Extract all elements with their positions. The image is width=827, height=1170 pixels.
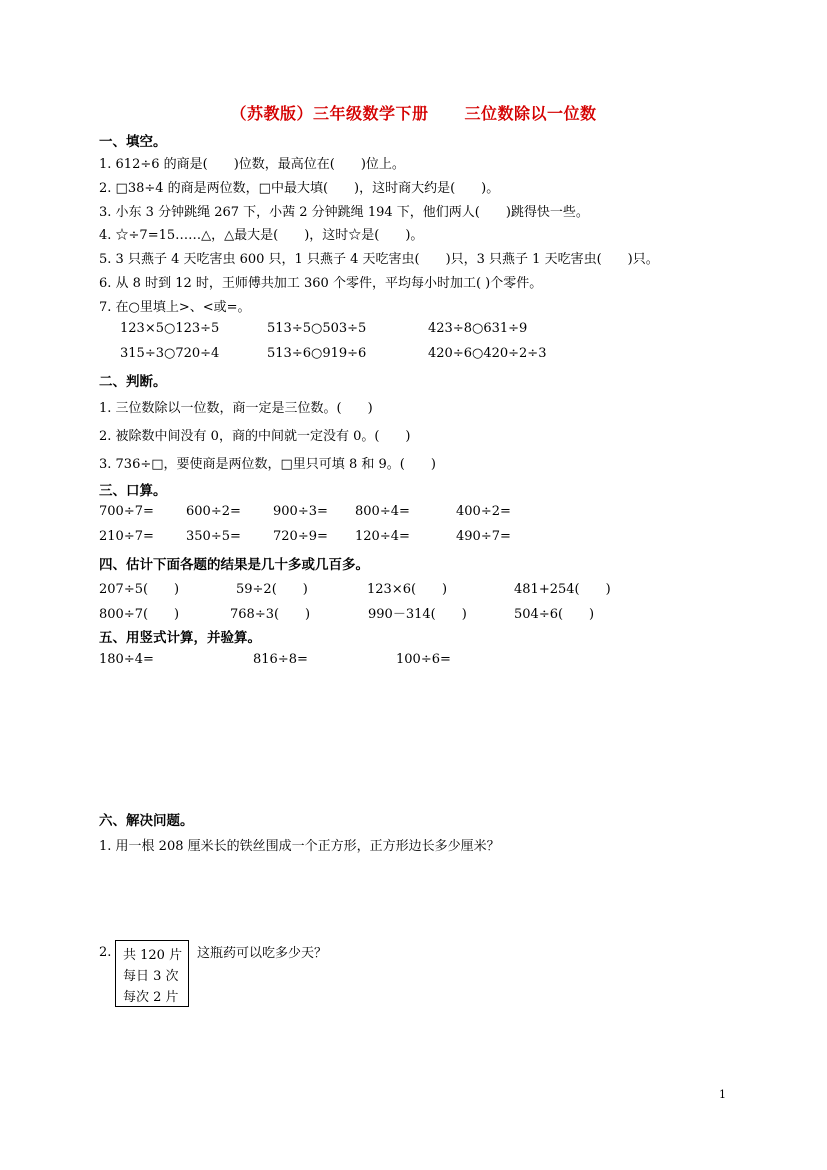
fill-item-2: 2. □38÷4 的商是两位数，□中最大填( )，这时商大约是( )。 <box>99 181 500 196</box>
mental-calc: 700÷7= <box>99 504 154 519</box>
mental-calc: 350÷5= <box>186 529 241 544</box>
mental-calc: 490÷7= <box>456 529 511 544</box>
estimate-item: 768÷3( ) <box>230 607 311 622</box>
fill-item-4: 4. ☆÷7=15……△，△最大是( )，这时☆是( )。 <box>99 228 424 243</box>
vertical-calc-item: 180÷4= <box>99 652 154 667</box>
vertical-calc-item: 816÷8= <box>253 652 308 667</box>
estimate-item: 207÷5( ) <box>99 582 180 597</box>
mental-calc: 720÷9= <box>273 529 328 544</box>
compare-expr: 513÷5○503÷5 <box>267 321 367 336</box>
estimate-item: 481+254( ) <box>514 582 611 597</box>
estimate-item: 59÷2( ) <box>236 582 308 597</box>
medicine-dose: 每次 2 片 <box>123 990 179 1005</box>
page-number: 1 <box>719 1088 726 1101</box>
section6-heading: 六、解决问题。 <box>99 813 194 829</box>
mental-calc: 400÷2= <box>456 504 511 519</box>
problem-2-number: 2. <box>99 945 112 960</box>
section5-heading: 五、用竖式计算，并验算。 <box>99 630 261 646</box>
compare-expr: 513÷6○919÷6 <box>267 346 367 361</box>
title-part1: （苏教版）三年级数学下册 <box>230 104 429 123</box>
medicine-total: 共 120 片 <box>123 948 183 963</box>
compare-expr: 315÷3○720÷4 <box>120 346 220 361</box>
mental-calc: 120÷4= <box>355 529 410 544</box>
judge-item-3: 3. 736÷□，要使商是两位数，□里只可填 8 和 9。( ) <box>99 457 436 472</box>
judge-item-1: 1. 三位数除以一位数，商一定是三位数。( ) <box>99 401 373 416</box>
problem-1: 1. 用一根 208 厘米长的铁丝围成一个正方形，正方形边长多少厘米？ <box>99 839 500 854</box>
medicine-label-box <box>115 940 189 1007</box>
compare-expr: 423÷8○631÷9 <box>428 321 528 336</box>
problem-2-question: 这瓶药可以吃多少天？ <box>197 946 328 961</box>
mental-calc: 900÷3= <box>273 504 328 519</box>
section4-heading: 四、估计下面各题的结果是几十多或几百多。 <box>99 557 369 573</box>
fill-item-6: 6. 从 8 时到 12 时，王师傅共加工 360 个零件，平均每小时加工( )个零件。 <box>99 276 543 291</box>
medicine-daily: 每日 3 次 <box>123 969 179 984</box>
document-title <box>0 101 827 124</box>
fill-item-1: 1. 612÷6 的商是( )位数，最高位在( )位上。 <box>99 157 405 172</box>
estimate-item: 123×6( ) <box>367 582 448 597</box>
vertical-calc-item: 100÷6= <box>396 652 451 667</box>
compare-expr: 420÷6○420÷2÷3 <box>428 346 547 361</box>
section2-heading: 二、判断。 <box>99 374 167 390</box>
estimate-item: 504÷6( ) <box>514 607 595 622</box>
title-part2: 三位数除以一位数 <box>464 104 597 123</box>
judge-item-2: 2. 被除数中间没有 0，商的中间就一定没有 0。( ) <box>99 429 411 444</box>
section3-heading: 三、口算。 <box>99 483 167 499</box>
fill-item-7: 7. 在○里填上>、<或=。 <box>99 300 251 315</box>
estimate-item: 800÷7( ) <box>99 607 180 622</box>
mental-calc: 210÷7= <box>99 529 154 544</box>
fill-item-5: 5. 3 只燕子 4 天吃害虫 600 只，1 只燕子 4 天吃害虫( )只，3 只燕子 1 天吃害虫( )只。 <box>99 252 659 267</box>
fill-item-3: 3. 小东 3 分钟跳绳 267 下，小茜 2 分钟跳绳 194 下，他们两人( )跳得快一些。 <box>99 205 589 220</box>
estimate-item: 990－314( ) <box>368 607 467 622</box>
compare-expr: 123×5○123÷5 <box>120 321 220 336</box>
section1-heading: 一、填空。 <box>99 134 167 150</box>
mental-calc: 600÷2= <box>186 504 241 519</box>
mental-calc: 800÷4= <box>355 504 410 519</box>
